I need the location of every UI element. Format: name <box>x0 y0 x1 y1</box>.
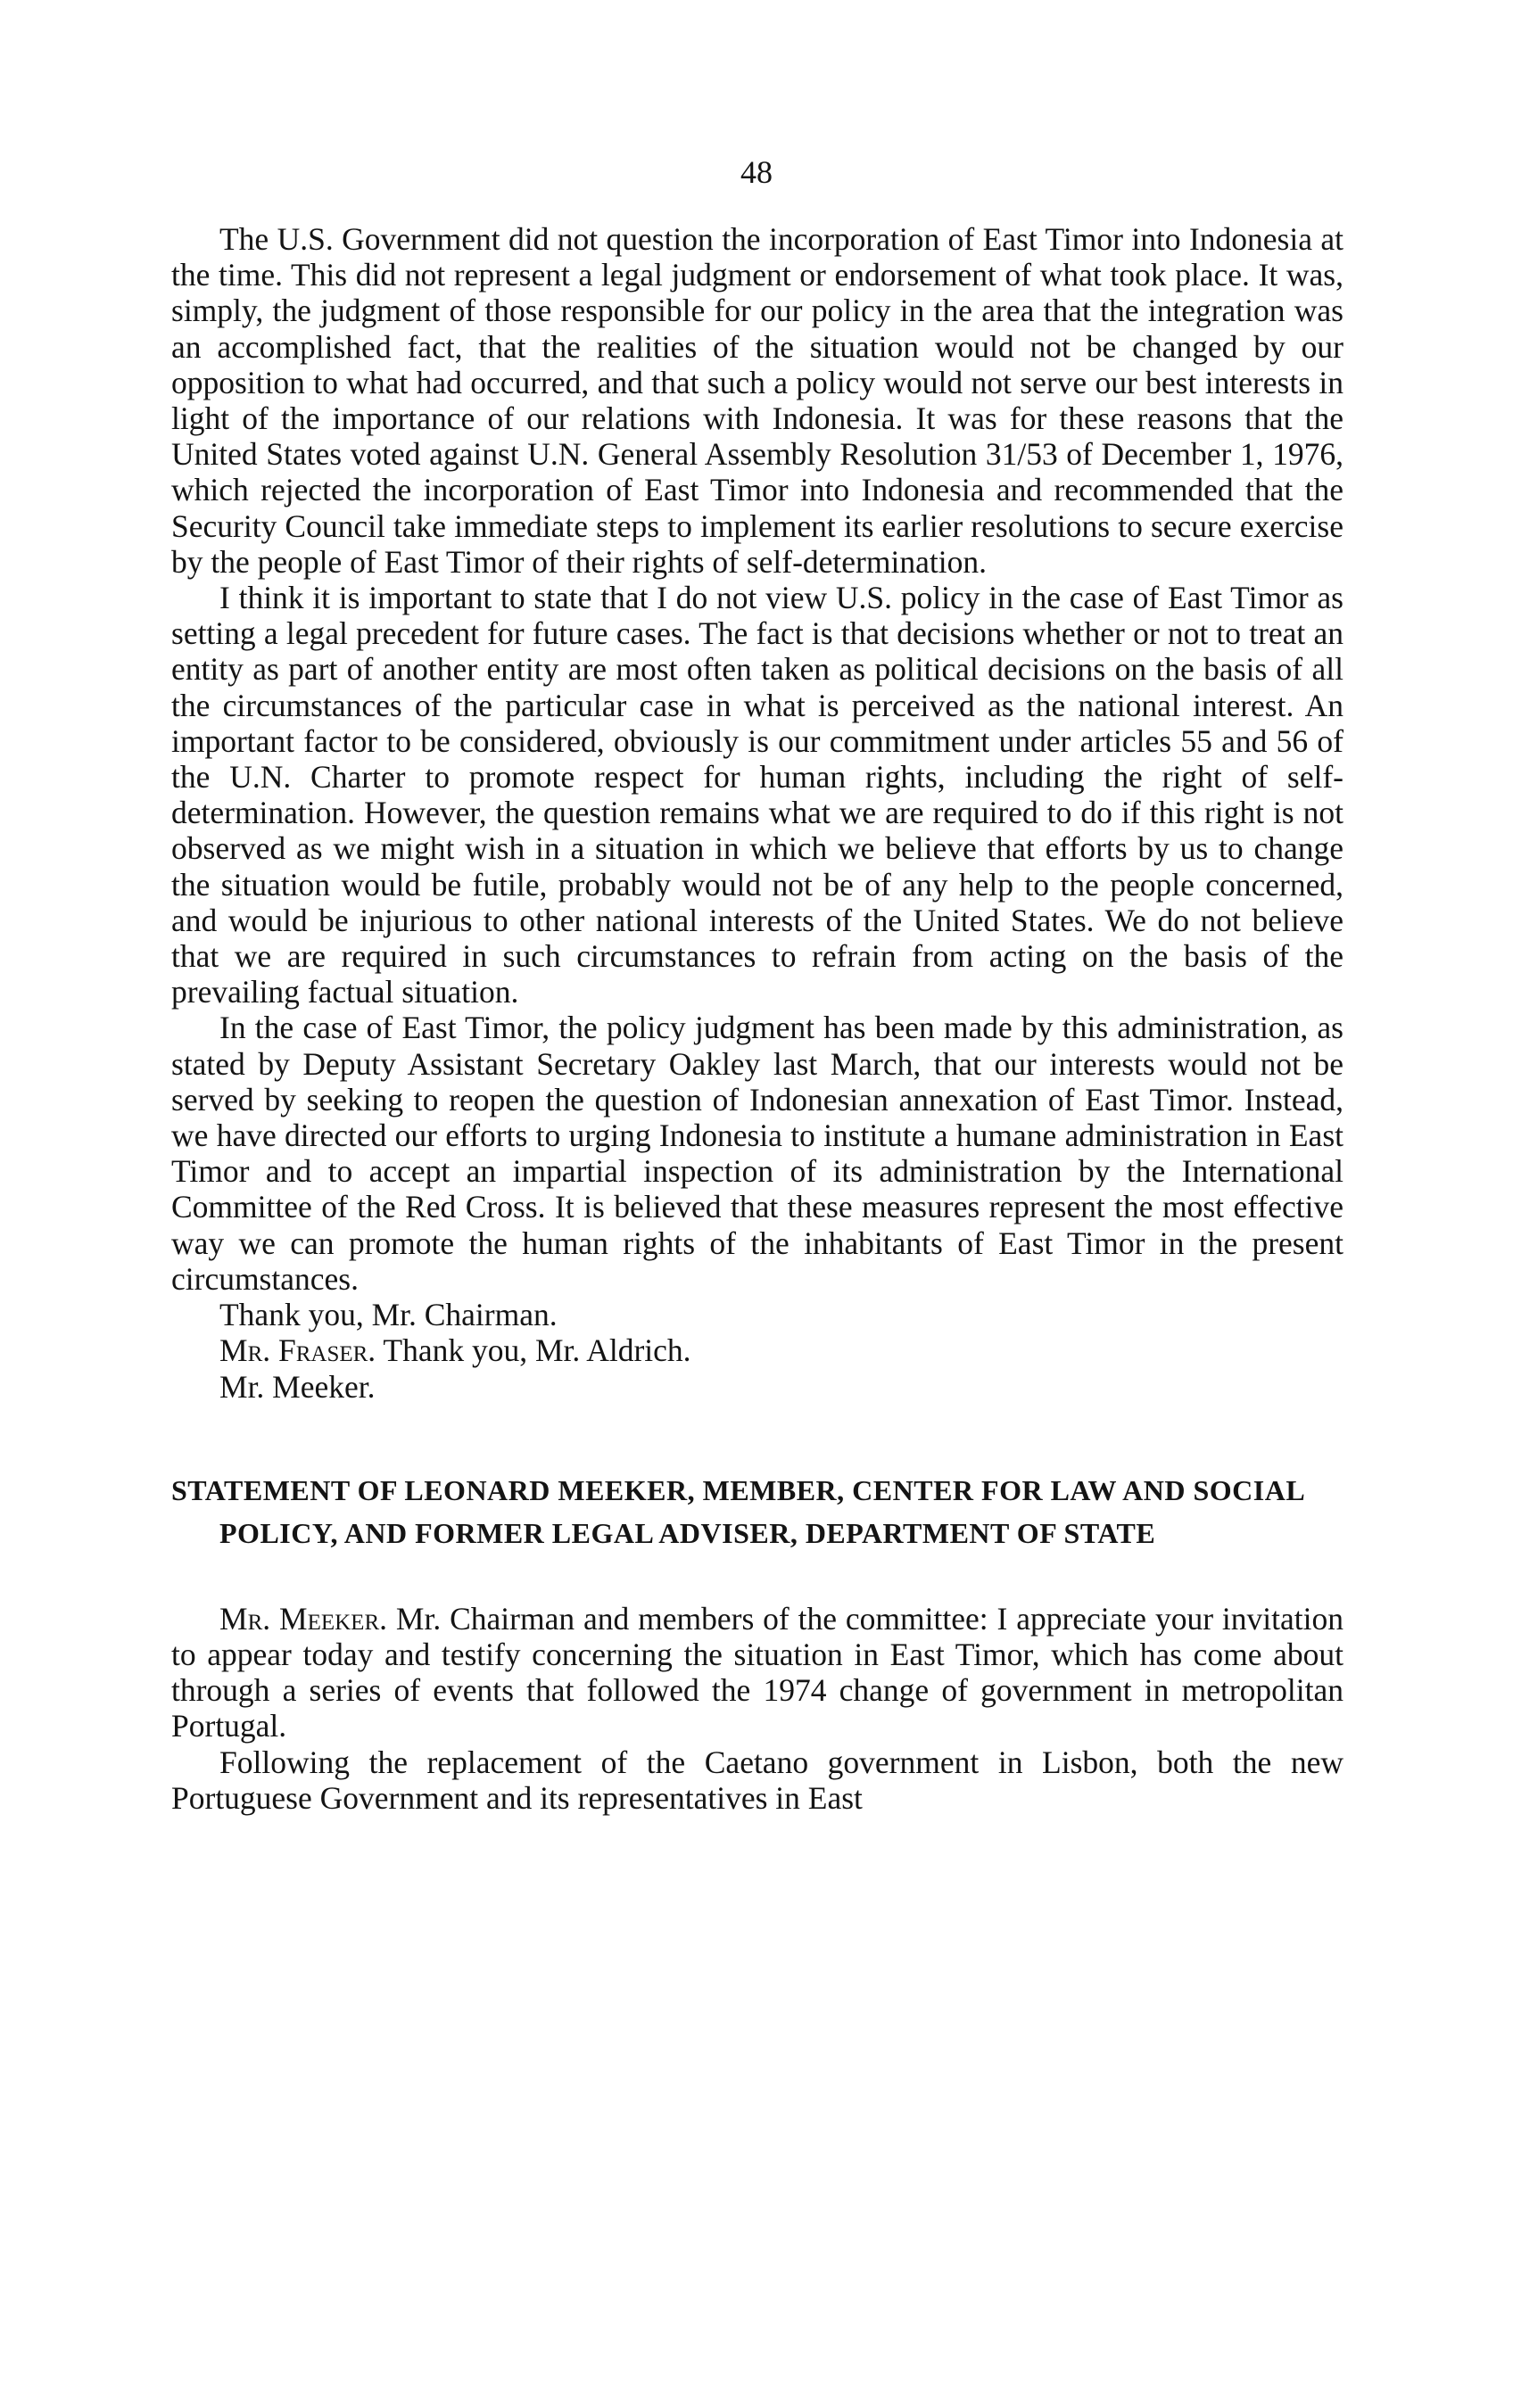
meeker-opening-paragraph <box>171 1601 1344 1744</box>
fraser-remark-text: Thank you, Mr. Aldrich. <box>383 1332 691 1369</box>
fraser-remark <box>171 1332 1344 1368</box>
document-body <box>171 221 1344 1816</box>
statement-heading: STATEMENT OF LEONARD MEEKER, MEMBER, CENTER FOR LAW AND SOCIAL POLICY, AND FORMER LEGAL ADVISER, DEPARTMENT OF STATE <box>171 1473 1304 1549</box>
speaker-name-meeker: Mr. Meeker. <box>219 1600 387 1637</box>
meeker-call: Mr. Meeker. <box>219 1368 376 1405</box>
page-number: 48 <box>740 154 773 190</box>
closing-thanks: Thank you, Mr. Chairman. <box>219 1297 558 1333</box>
meeker-opening-text: Mr. Chairman and members of the committee: I appreciate your invitation to appear today and testify concerning the situation in East Timor, which has come about through a series of events that followed the 1974 change of government in metropolitan Portugal. <box>171 1600 1344 1744</box>
paragraph-legal-precedent: I think it is important to state that I do not view U.S. policy in the case of East Timor as setting a legal precedent for future cases. The fact is that decisions whether or not to treat an entity as part of another entity are most often taken as political decisions on the basis of all the circumstances of the particular case in what is perceived as the national interest. An important factor to be considered, obviously is our commitment under articles 55 and 56 of the U.N. Charter to promote respect for human rights, including the right of self-determination. However, the question remains what we are required to do if this right is not observed as we might wish in a situation in which we believe that efforts by us to change the situation would be futile, probably would not be of any help to the people concerned, and would be injurious to other national interests of the United States. We do not believe that we are required in such circumstances to refrain from acting on the basis of the prevailing factual situation. <box>171 580 1344 1010</box>
paragraph-policy-statement: The U.S. Government did not question the incorporation of East Timor into Indonesia at the time. This did not represent a legal judgment or endorsement of what took place. It was, simply, the judgment of those responsible for our policy in the area that the integration was an accomplished fact, that the realities of the situation would not be changed by our opposition to what had occurred, and that such a policy would not serve our best interests in light of the importance of our relations with Indonesia. It was for these reasons that the United States voted against U.N. General Assembly Resolution 31/53 of December 1, 1976, which rejected the incorporation of East Timor into Indonesia and recommended that the Security Council take immediate steps to implement its earlier resolutions to secure exercise by the people of East Timor of their rights of self-determination. <box>171 221 1344 580</box>
meeker-followup-paragraph: Following the replacement of the Caetano government in Lisbon, both the new Portuguese Government and its representatives in East <box>171 1744 1344 1816</box>
speaker-name-fraser: Mr. Fraser. <box>219 1332 376 1369</box>
paragraph-policy-judgment: In the case of East Timor, the policy judgment has been made by this administration, as stated by Deputy Assistant Secretary Oakley last March, that our interests would not be served by seeking to reopen the question of Indonesian annexation of East Timor. Instead, we have directed our efforts to urging Indonesia to institute a humane administration in East Timor and to accept an impartial inspection of its administration by the International Committee of the Red Cross. It is believed that these measures represent the most effective way we can promote the human rights of the inhabitants of East Timor in the present circumstances. <box>171 1010 1344 1297</box>
